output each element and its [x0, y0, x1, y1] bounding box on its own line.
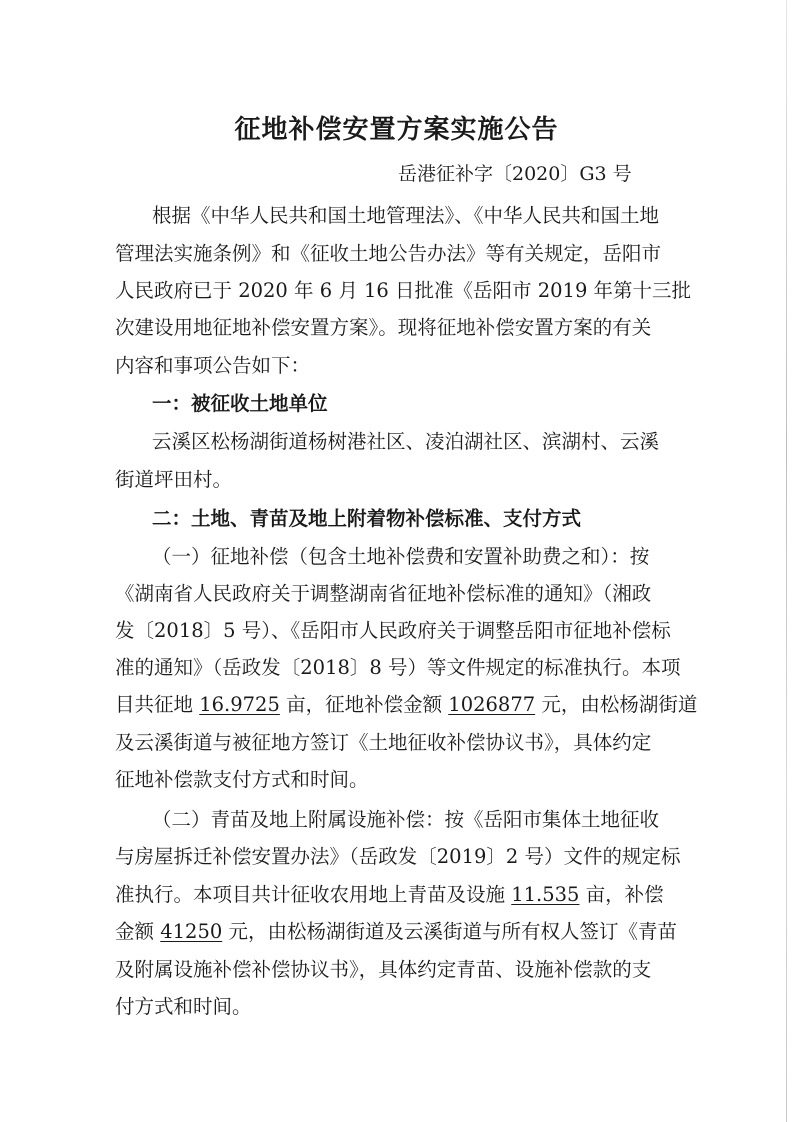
paragraph-line: 发〔2018〕5 号）、《岳阳市人民政府关于调整岳阳市征地补偿标 [115, 619, 671, 642]
section-heading: 一：被征收土地单位 [152, 392, 328, 415]
document-number: 岳港征补字〔2020〕G3 号 [398, 163, 632, 185]
paragraph-line: 征地补偿款支付方式和时间。 [115, 768, 369, 791]
paragraph-line: 及附属设施补偿补偿协议书》，具体约定青苗、设施补偿款的支 [115, 958, 652, 981]
crop-compensation-amount-value: 41250 [160, 920, 223, 943]
text-segment: 亩，征地补偿金额 [286, 693, 443, 716]
paragraph-line [115, 918, 677, 946]
paragraph-line: 次建设用地征地补偿安置方案》。现将征地补偿安置方案的有关 [115, 316, 652, 339]
text-segment: 亩，补偿 [585, 883, 664, 906]
paragraph-line: 及云溪街道与被征地方签订《土地征收补偿协议书》，具体约定 [115, 731, 652, 754]
compensation-amount-value: 1026877 [448, 693, 536, 716]
land-area-value: 16.9725 [199, 693, 280, 716]
paragraph-line: 根据《中华人民共和国土地管理法》、《中华人民共和国土地 [152, 204, 660, 227]
paragraph-line: （一）征地补偿（包含土地补偿费和安置补助费之和）：按 [152, 545, 650, 568]
paragraph-line [115, 881, 664, 909]
paragraph-line: 内容和事项公告如下： [115, 354, 311, 377]
paragraph-line: 《湖南省人民政府关于调整湖南省征地补偿标准的通知》（湘政 [115, 582, 652, 605]
section-heading: 二：土地、青苗及地上附着物补偿标准、支付方式 [152, 507, 582, 530]
document-title: 征地补偿安置方案实施公告 [234, 115, 559, 145]
paragraph-line: 街道坪田村。 [115, 468, 233, 491]
paragraph-line: 准的通知》（岳政发〔2018〕8 号）等文件规定的标准执行。本项 [115, 656, 681, 679]
paragraph-line: 与房屋拆迁补偿安置办法》（岳政发〔2019〕2 号）文件的规定标 [115, 845, 681, 868]
paragraph-line [115, 691, 697, 719]
text-segment: 准执行。本项目共计征收农用地上青苗及设施 [115, 883, 506, 906]
scan-edge-shadow [786, 0, 787, 1122]
paragraph-line: 管理法实施条例》和《征收土地公告办法》等有关规定，岳阳市 [115, 242, 662, 265]
paragraph-line: 人民政府已于 2020 年 6 月 16 日批准《岳阳市 2019 年第十三批 [115, 279, 692, 302]
crop-area-value: 11.535 [511, 883, 580, 906]
paragraph-line: 云溪区松杨湖街道杨树港社区、凌泊湖社区、滨湖村、云溪 [152, 430, 660, 453]
paragraph-line: 付方式和时间。 [115, 995, 252, 1018]
text-segment: 目共征地 [115, 693, 194, 716]
paragraph-line: （二）青苗及地上附属设施补偿：按《岳阳市集体土地征收 [152, 808, 660, 831]
text-segment: 元，由松杨湖街道及云溪街道与所有权人签订《青苗 [228, 920, 677, 943]
text-segment: 元，由松杨湖街道 [541, 693, 698, 716]
text-segment: 金额 [115, 920, 155, 943]
